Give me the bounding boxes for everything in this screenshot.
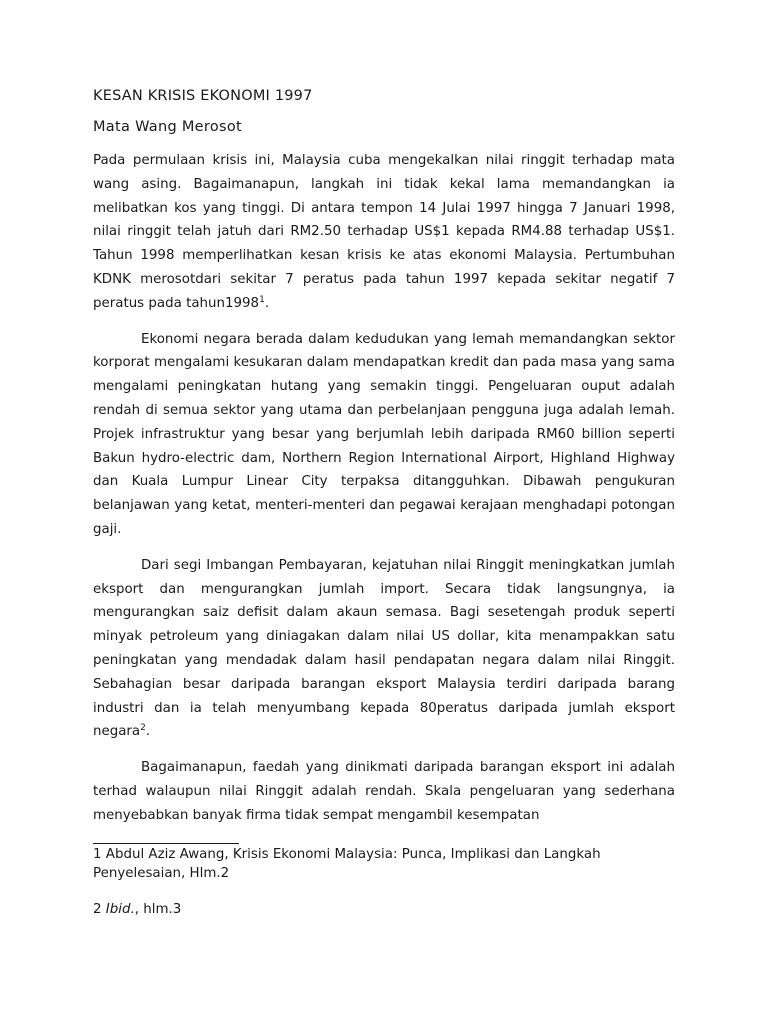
footnote-2: [93, 901, 675, 920]
document-title: KESAN KRISIS EKONOMI 1997: [93, 88, 313, 104]
paragraph-4: Bagaimanapun, faedah yang dinikmati daripada barangan eksport ini adalah terhad walaupun nilai Ringgit adalah rendah. Skala pengeluaran yang sederhana menyebabkan banyak firma tidak sempat mengambil kesempatan: [93, 760, 675, 823]
section-heading: Mata Wang Merosot: [93, 119, 243, 135]
footnote-1-text: Abdul Aziz Awang, Krisis Ekonomi Malaysia: Punca, Implikasi dan Langkah Penyelesaian, Hlm.2: [93, 847, 601, 881]
footnotes: [93, 846, 675, 920]
footnote-separator: [93, 843, 239, 844]
paragraph-1: [93, 149, 675, 316]
footnote-2-text: , hlm.3: [134, 902, 182, 917]
paragraph-2: Ekonomi negara berada dalam kedudukan yang lemah memandangkan sektor korporat mengalami kesukaran dalam mendapatkan kredit dan pada masa yang sama mengalami peningkatan hutang yang semakin tinggi. Pengeluaran ouput adalah rendah di semua sektor yang utama dan perbelanjaan pengguna juga adalah lemah. Projek infrastruktur yang besar yang berjumlah lebih daripada RM60 billion seperti Bakun hydro-electric dam, Northern Region International Airport, Highland Highway dan Kuala Lumpur Linear City terpaksa ditangguhkan. Dibawah pengukuran belanjawan yang ketat, menteri-menteri dan pegawai kerajaan menghadapi potongan gaji.: [93, 331, 675, 537]
paragraph-3-text: Dari segi Imbangan Pembayaran, kejatuhan nilai Ringgit meningkatkan jumlah eksport dan mengurangkan jumlah import. Secara tidak langsungnya, ia mengurangkan saiz defisit dalam akaun semasa. Bagi sesetengah produk seperti minyak petroleum yang diniagakan dalam nilai US dollar, kita menampakkan satu peningkatan yang mendadak dalam hasil pendapatan negara dalam nilai Ringgit. Sebahagian besar daripada barangan eksport Malaysia terdiri daripada barang industri dan ia telah menyumbang kepada 80peratus daripada jumlah eksport negara: [93, 557, 675, 740]
paragraph-3: [93, 554, 675, 744]
footnote-1-number: 1: [93, 847, 102, 862]
paragraph-1-text: Pada permulaan krisis ini, Malaysia cuba mengekalkan nilai ringgit terhadap mata wang asing. Bagaimanapun, langkah ini tidak kekal lama memandangkan ia melibatkan kos yang tinggi. Di antara tempon 14 Julai 1997 hingga 7 Januari 1998, nilai ringgit telah jatuh dari RM2.50 terhadap US$1 kepada RM4.88 terhadap US$1. Tahun 1998 memperlihatkan kesan krisis ke atas ekonomi Malaysia. Pertumbuhan KDNK merosotdari sekitar 7 peratus pada tahun 1997 kepada sekitar negatif 7 peratus pada tahun1998: [93, 153, 675, 311]
footnote-2-italic: Ibid.: [105, 902, 135, 917]
footnote-ref-1: 1: [259, 294, 265, 305]
footnote-2-number: 2: [93, 902, 102, 917]
paragraph-3-end: .: [145, 724, 151, 740]
footnote-1: [93, 846, 675, 883]
document-page: [93, 86, 675, 827]
paragraph-1-end: .: [264, 295, 270, 311]
footnote-ref-2: 2: [140, 723, 146, 734]
